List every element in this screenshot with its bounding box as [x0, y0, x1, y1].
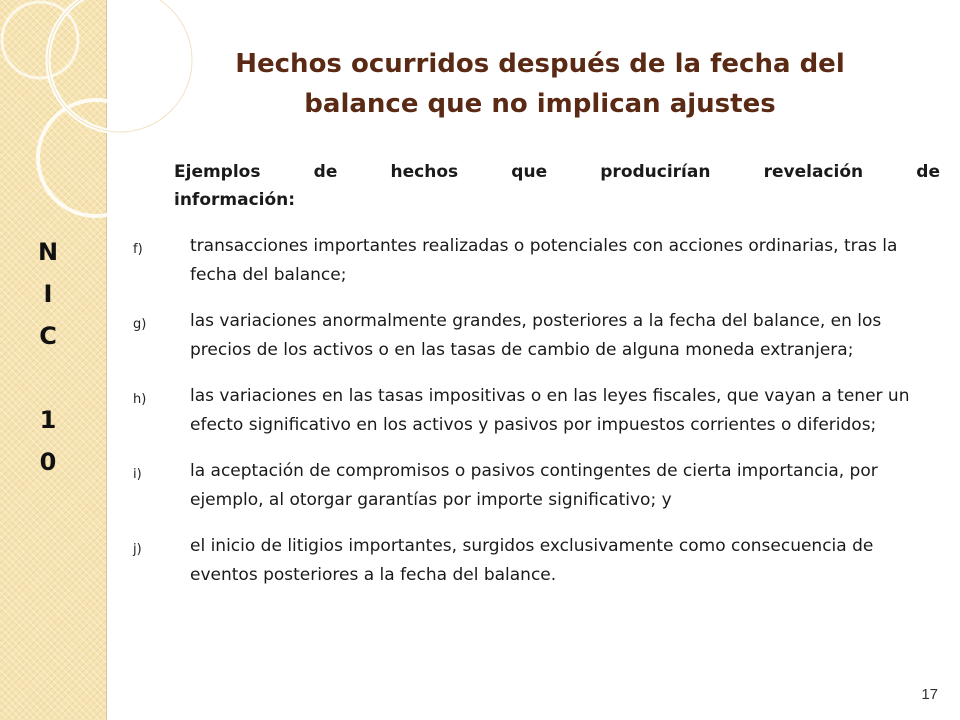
- vertical-side-title: [28, 240, 68, 492]
- side-letter-gap: [28, 366, 68, 408]
- list-item: [133, 232, 933, 290]
- slide-title: [150, 44, 930, 124]
- side-letter: N: [37, 238, 59, 266]
- list-item-text: las variaciones anormalmente grandes, posteriores a la fecha del balance, en los precios de los activos o en las tasas de cambio de alguna moneda extranjera;: [190, 311, 882, 360]
- side-letter: 0: [39, 448, 57, 476]
- list-item-marker: i): [133, 467, 142, 482]
- list-item: [133, 457, 933, 515]
- list-item-marker: g): [133, 317, 147, 332]
- list-item-marker: j): [133, 542, 142, 557]
- examples-list: [133, 232, 933, 607]
- list-item: [133, 532, 933, 590]
- list-item-text: el inicio de litigios importantes, surgidos exclusivamente como consecuencia de eventos posteriores a la fecha del balance.: [190, 536, 874, 585]
- page-number: 17: [921, 686, 938, 703]
- list-item-text: las variaciones en las tasas impositivas o en las leyes fiscales, que vayan a tener un efecto significativo en los activos y pasivos por impuestos corrientes o diferidos;: [190, 386, 910, 435]
- list-item-text: transacciones importantes realizadas o potenciales con acciones ordinarias, tras la fecha del balance;: [190, 236, 898, 285]
- intro-paragraph: [174, 158, 940, 214]
- intro-line2: información:: [174, 190, 296, 210]
- side-letter: 1: [39, 406, 57, 434]
- list-item-marker: h): [133, 392, 147, 407]
- slide-title-line2: balance que no implican ajustes: [304, 89, 776, 119]
- slide-title-line1: Hechos ocurridos después de la fecha del: [235, 49, 845, 79]
- list-item: [133, 382, 933, 440]
- intro-line1: Ejemplos de hechos que producirían revelación de: [174, 162, 940, 182]
- list-item-marker: f): [133, 242, 143, 257]
- decorative-rings-icon: [0, 0, 180, 260]
- list-item-text: la aceptación de compromisos o pasivos contingentes de cierta importancia, por ejemplo, al otorgar garantías por importe significativo; y: [190, 461, 878, 510]
- list-item: [133, 307, 933, 365]
- side-letter: I: [43, 280, 53, 308]
- side-letter: C: [39, 322, 57, 350]
